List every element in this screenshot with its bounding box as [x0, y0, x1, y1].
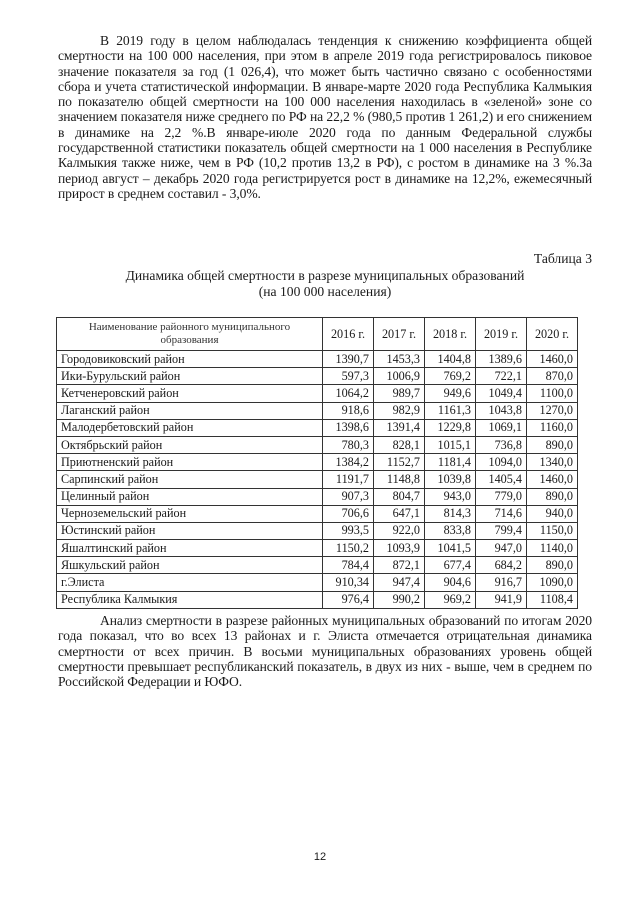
value-cell: 779,0 — [476, 488, 527, 505]
value-cell: 1100,0 — [527, 385, 578, 402]
value-cell: 833,8 — [425, 522, 476, 539]
value-cell: 1148,8 — [374, 471, 425, 488]
table-row — [57, 436, 578, 453]
value-cell: 1041,5 — [425, 540, 476, 557]
value-cell: 706,6 — [323, 505, 374, 522]
value-cell: 647,1 — [374, 505, 425, 522]
table-row — [57, 471, 578, 488]
header-year-2017: 2017 г. — [374, 318, 425, 351]
value-cell: 993,5 — [323, 522, 374, 539]
table-row — [57, 385, 578, 402]
value-cell: 736,8 — [476, 436, 527, 453]
mortality-table — [56, 317, 578, 609]
value-cell: 1270,0 — [527, 402, 578, 419]
value-cell: 1039,8 — [425, 471, 476, 488]
value-cell: 1043,8 — [476, 402, 527, 419]
value-cell: 677,4 — [425, 557, 476, 574]
value-cell: 1453,3 — [374, 351, 425, 368]
value-cell: 804,7 — [374, 488, 425, 505]
value-cell: 1090,0 — [527, 574, 578, 591]
row-name-cell: Лаганский район — [57, 402, 323, 419]
value-cell: 1405,4 — [476, 471, 527, 488]
header-year-2019: 2019 г. — [476, 318, 527, 351]
table-title-line-2: (на 100 000 населения) — [258, 284, 392, 299]
value-cell: 969,2 — [425, 591, 476, 608]
value-cell: 1093,9 — [374, 540, 425, 557]
value-cell: 890,0 — [527, 436, 578, 453]
value-cell: 1152,7 — [374, 454, 425, 471]
table-row — [57, 574, 578, 591]
value-cell: 1064,2 — [323, 385, 374, 402]
value-cell: 714,6 — [476, 505, 527, 522]
value-cell: 1181,4 — [425, 454, 476, 471]
header-year-2020: 2020 г. — [527, 318, 578, 351]
value-cell: 1069,1 — [476, 419, 527, 436]
row-name-cell: Черноземельский район — [57, 505, 323, 522]
value-cell: 947,4 — [374, 574, 425, 591]
value-cell: 1384,2 — [323, 454, 374, 471]
row-name-cell: Целинный район — [57, 488, 323, 505]
table-body — [57, 351, 578, 609]
value-cell: 1006,9 — [374, 368, 425, 385]
row-name-cell: Яшкульский район — [57, 557, 323, 574]
table-title — [58, 268, 592, 300]
value-cell: 799,4 — [476, 522, 527, 539]
row-name-cell: г.Элиста — [57, 574, 323, 591]
value-cell: 872,1 — [374, 557, 425, 574]
intro-paragraph: В 2019 году в целом наблюдалась тенденция к снижению коэффициента общей смертности на 100 000 населения, при этом в апреле 2019 года регистрировалось пиковое значение показателя за год (1 026,4), что может быть частично связано с особенностями сбора и учета статистической информации. В январе-марте 2020 года Республика Калмыкия по показателю общей смертности на 100 000 населения находилась в «зеленой» зоне со значением показателя ниже среднего по РФ на 22,2 % (980,5 против 1 261,2) и его снижением в динамике на 2,2 %.В январе-июле 2020 года по данным Федеральной службы государственной статистики показатель общей смертности на 1 000 населения в Республике Калмыкия также ниже, чем в РФ (10,2 против 13,2 в РФ), с ростом в динамике на 3 %.За период август – декабрь 2020 года регистрируется рост в динамике на 12,2%, ежемесячный прирост в среднем составил - 3,0%. — [58, 33, 592, 201]
value-cell: 784,4 — [323, 557, 374, 574]
value-cell: 940,0 — [527, 505, 578, 522]
value-cell: 989,7 — [374, 385, 425, 402]
row-name-cell: Кетченеровский район — [57, 385, 323, 402]
value-cell: 684,2 — [476, 557, 527, 574]
value-cell: 828,1 — [374, 436, 425, 453]
row-name-cell: Городовиковский район — [57, 351, 323, 368]
value-cell: 1389,6 — [476, 351, 527, 368]
row-name-cell: Сарпинский район — [57, 471, 323, 488]
value-cell: 1049,4 — [476, 385, 527, 402]
table-row — [57, 522, 578, 539]
table-row — [57, 454, 578, 471]
page-number: 12 — [313, 851, 327, 863]
value-cell: 1150,2 — [323, 540, 374, 557]
row-name-cell: Ики-Бурульский район — [57, 368, 323, 385]
table-header-row — [57, 318, 578, 351]
value-cell: 1161,3 — [425, 402, 476, 419]
value-cell: 943,0 — [425, 488, 476, 505]
row-name-cell: Малодербетовский район — [57, 419, 323, 436]
table-row — [57, 505, 578, 522]
table-label: Таблица 3 — [533, 251, 592, 266]
value-cell: 918,6 — [323, 402, 374, 419]
value-cell: 916,7 — [476, 574, 527, 591]
value-cell: 910,34 — [323, 574, 374, 591]
value-cell: 890,0 — [527, 488, 578, 505]
value-cell: 947,0 — [476, 540, 527, 557]
table-title-line-1: Динамика общей смертности в разрезе муниципальных образований — [125, 268, 525, 283]
value-cell: 769,2 — [425, 368, 476, 385]
value-cell: 1229,8 — [425, 419, 476, 436]
table-row — [57, 488, 578, 505]
table-row — [57, 402, 578, 419]
value-cell: 1191,7 — [323, 471, 374, 488]
value-cell: 922,0 — [374, 522, 425, 539]
value-cell: 941,9 — [476, 591, 527, 608]
row-name-cell: Приютненский район — [57, 454, 323, 471]
header-name-cell: Наименование районного муниципального образования — [57, 318, 323, 351]
value-cell: 890,0 — [527, 557, 578, 574]
table-row — [57, 419, 578, 436]
value-cell: 1460,0 — [527, 351, 578, 368]
value-cell: 1460,0 — [527, 471, 578, 488]
value-cell: 870,0 — [527, 368, 578, 385]
table-row — [57, 540, 578, 557]
row-name-cell: Юстинский район — [57, 522, 323, 539]
value-cell: 907,3 — [323, 488, 374, 505]
row-name-cell: Яшалтинский район — [57, 540, 323, 557]
value-cell: 976,4 — [323, 591, 374, 608]
value-cell: 814,3 — [425, 505, 476, 522]
value-cell: 1015,1 — [425, 436, 476, 453]
value-cell: 1390,7 — [323, 351, 374, 368]
row-name-cell: Республика Калмыкия — [57, 591, 323, 608]
value-cell: 722,1 — [476, 368, 527, 385]
value-cell: 780,3 — [323, 436, 374, 453]
value-cell: 1160,0 — [527, 419, 578, 436]
table-row — [57, 368, 578, 385]
analysis-paragraph: Анализ смертности в разрезе районных муниципальных образований по итогам 2020 года показал, что во всех 13 районах и г. Элиста отмечается отрицательная динамика смертности от всех причин. В восьми муниципальных образованиях уровень общей смертности превышает республиканский показатель, в двух из них - выше, чем в среднем по Российской Федерации и ЮФО. — [58, 613, 592, 690]
value-cell: 1398,6 — [323, 419, 374, 436]
table-row — [57, 557, 578, 574]
header-year-2018: 2018 г. — [425, 318, 476, 351]
value-cell: 990,2 — [374, 591, 425, 608]
value-cell: 597,3 — [323, 368, 374, 385]
value-cell: 949,6 — [425, 385, 476, 402]
header-year-2016: 2016 г. — [323, 318, 374, 351]
row-name-cell: Октябрьский район — [57, 436, 323, 453]
value-cell: 1094,0 — [476, 454, 527, 471]
value-cell: 1391,4 — [374, 419, 425, 436]
value-cell: 1404,8 — [425, 351, 476, 368]
table-row — [57, 591, 578, 608]
value-cell: 904,6 — [425, 574, 476, 591]
value-cell: 1340,0 — [527, 454, 578, 471]
value-cell: 1108,4 — [527, 591, 578, 608]
table-row — [57, 351, 578, 368]
value-cell: 982,9 — [374, 402, 425, 419]
value-cell: 1150,0 — [527, 522, 578, 539]
value-cell: 1140,0 — [527, 540, 578, 557]
